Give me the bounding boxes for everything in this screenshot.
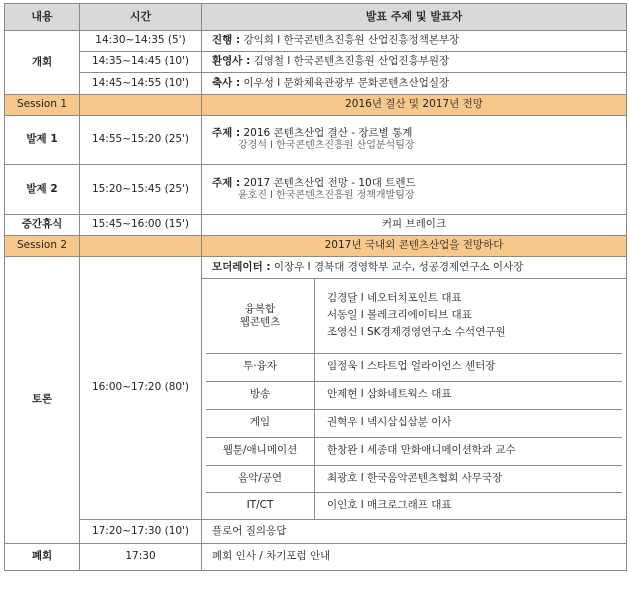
session2-time-empty	[80, 236, 202, 257]
closing-title: 폐회 인사 / 차기포럼 안내	[202, 544, 627, 571]
talk1-speaker: 강경석 l 한국콘텐츠진흥원 산업분석팀장	[238, 140, 415, 152]
talk2-label: 발제 2	[5, 165, 80, 215]
session1-row	[5, 95, 627, 116]
qa-time: 17:20~17:30 (10')	[80, 520, 202, 544]
panel-cell	[202, 279, 627, 520]
opening-role-3: 축사 :	[212, 76, 241, 89]
session1-label: Session 1	[5, 95, 80, 116]
closing-time: 17:30	[80, 544, 202, 571]
opening-time-2: 14:35~14:45 (10')	[80, 52, 202, 73]
opening-topic-3	[202, 73, 627, 95]
opening-person-3: 이우성 l 문화체육관광부 문화콘텐츠산업실장	[240, 76, 450, 89]
panel-person: 안제현 l 삼화네트웍스 대표	[315, 381, 623, 409]
talk1-topic: 2016 콘텐츠산업 결산 - 장르별 통계	[240, 127, 413, 140]
panel-item	[206, 381, 622, 409]
opening-row-2	[5, 52, 627, 73]
talk2-title	[212, 177, 622, 190]
opening-time-1: 14:30~14:35 (5')	[80, 31, 202, 52]
panel-person: 한창완 l 세종대 만화애니메이션학과 교수	[315, 437, 623, 465]
talk1-title	[212, 127, 622, 140]
opening-person-1: 강익희 l 한국콘텐츠진흥원 산업진흥정책본부장	[240, 34, 460, 47]
panel-person: 임정욱 l 스타트업 얼라이언스 센터장	[315, 353, 623, 381]
header-topic: 발표 주제 및 발표자	[202, 4, 627, 31]
panel-item	[206, 437, 622, 465]
opening-label: 개회	[5, 31, 80, 95]
panel-person: 조영신 l SK경제경영연구소 수석연구원	[327, 326, 506, 339]
panel-category-4: 웹툰/애니메이션	[206, 437, 315, 465]
header-type: 내용	[5, 4, 80, 31]
talk2-topic-prefix: 주제 :	[212, 176, 241, 189]
session2-title: 2017년 국내외 콘텐츠산업을 전망하다	[202, 236, 627, 257]
panel-item	[206, 353, 622, 381]
break-label: 중간휴식	[5, 215, 80, 236]
talk1-topic-cell	[202, 116, 627, 165]
talk1-topic-prefix: 주제 :	[212, 127, 241, 140]
panel-category-0	[206, 279, 315, 353]
panel-category-5: 음악/공연	[206, 465, 315, 492]
session1-time-empty	[80, 95, 202, 116]
panel-category-3: 게임	[206, 409, 315, 437]
talk2-row	[5, 165, 627, 215]
closing-label: 폐회	[5, 544, 80, 571]
moderator-name: 이장우 l 경북대 경영학부 교수, 성공경제연구소 이사장	[270, 260, 524, 273]
panel-item	[206, 465, 622, 492]
session2-row	[5, 236, 627, 257]
opening-row-1	[5, 31, 627, 52]
opening-role-2: 환영사 :	[212, 55, 251, 68]
session1-title: 2016년 결산 및 2017년 전망	[202, 95, 627, 116]
talk1-label: 발제 1	[5, 116, 80, 165]
discussion-time: 16:00~17:20 (80')	[80, 257, 202, 520]
opening-role-1: 진행 :	[212, 34, 241, 47]
moderator-row	[5, 257, 627, 279]
break-title: 커피 브레이크	[202, 215, 627, 236]
panel-category-6: IT/CT	[206, 492, 315, 519]
panel-category-1: 투·융자	[206, 353, 315, 381]
opening-person-2: 김영철 l 한국콘텐츠진흥원 산업진흥부원장	[250, 55, 450, 68]
panel-person: 최광호 l 한국음악콘텐츠협회 사무국장	[315, 465, 623, 492]
panel-item	[206, 279, 622, 353]
discussion-label: 토론	[5, 257, 80, 544]
panel-person: 권혁우 l 넥시삼십삼분 이사	[315, 409, 623, 437]
opening-topic-1	[202, 31, 627, 52]
panel-category-0-line1: 융복합	[244, 302, 276, 315]
header-time: 시간	[80, 4, 202, 31]
panel-category-0-line2: 웹콘텐츠	[239, 315, 281, 328]
opening-row-3	[5, 73, 627, 95]
opening-time-3: 14:45~14:55 (10')	[80, 73, 202, 95]
panel-person: 이인호 l 매크로그래프 대표	[327, 499, 452, 512]
panel-table	[206, 279, 622, 519]
moderator-cell	[202, 257, 627, 279]
panel-item	[206, 492, 622, 519]
break-row	[5, 215, 627, 236]
panel-category-2: 방송	[206, 381, 315, 409]
talk1-time: 14:55~15:20 (25')	[80, 116, 202, 165]
panel-item	[206, 409, 622, 437]
qa-title: 플로어 질의응답	[202, 520, 627, 544]
opening-topic-2	[202, 52, 627, 73]
session2-label: Session 2	[5, 236, 80, 257]
closing-row	[5, 544, 627, 571]
moderator-prefix: 모더레이터 :	[212, 260, 271, 273]
header-row	[5, 4, 627, 31]
talk2-time: 15:20~15:45 (25')	[80, 165, 202, 215]
qa-row	[5, 520, 627, 544]
talk2-topic-cell	[202, 165, 627, 215]
panel-people-0	[315, 279, 623, 353]
talk2-topic: 2017 콘텐츠산업 전망 - 10대 트렌드	[240, 176, 416, 189]
talk2-speaker: 윤호진 l 한국콘텐츠진흥원 정책개발팀장	[238, 189, 415, 201]
talk1-row	[5, 116, 627, 165]
schedule-table	[4, 3, 627, 571]
panel-person: 서동일 l 볼레크리에이티브 대표	[327, 309, 472, 322]
panel-person: 김경달 l 네오터치포인트 대표	[327, 292, 462, 305]
break-time: 15:45~16:00 (15')	[80, 215, 202, 236]
